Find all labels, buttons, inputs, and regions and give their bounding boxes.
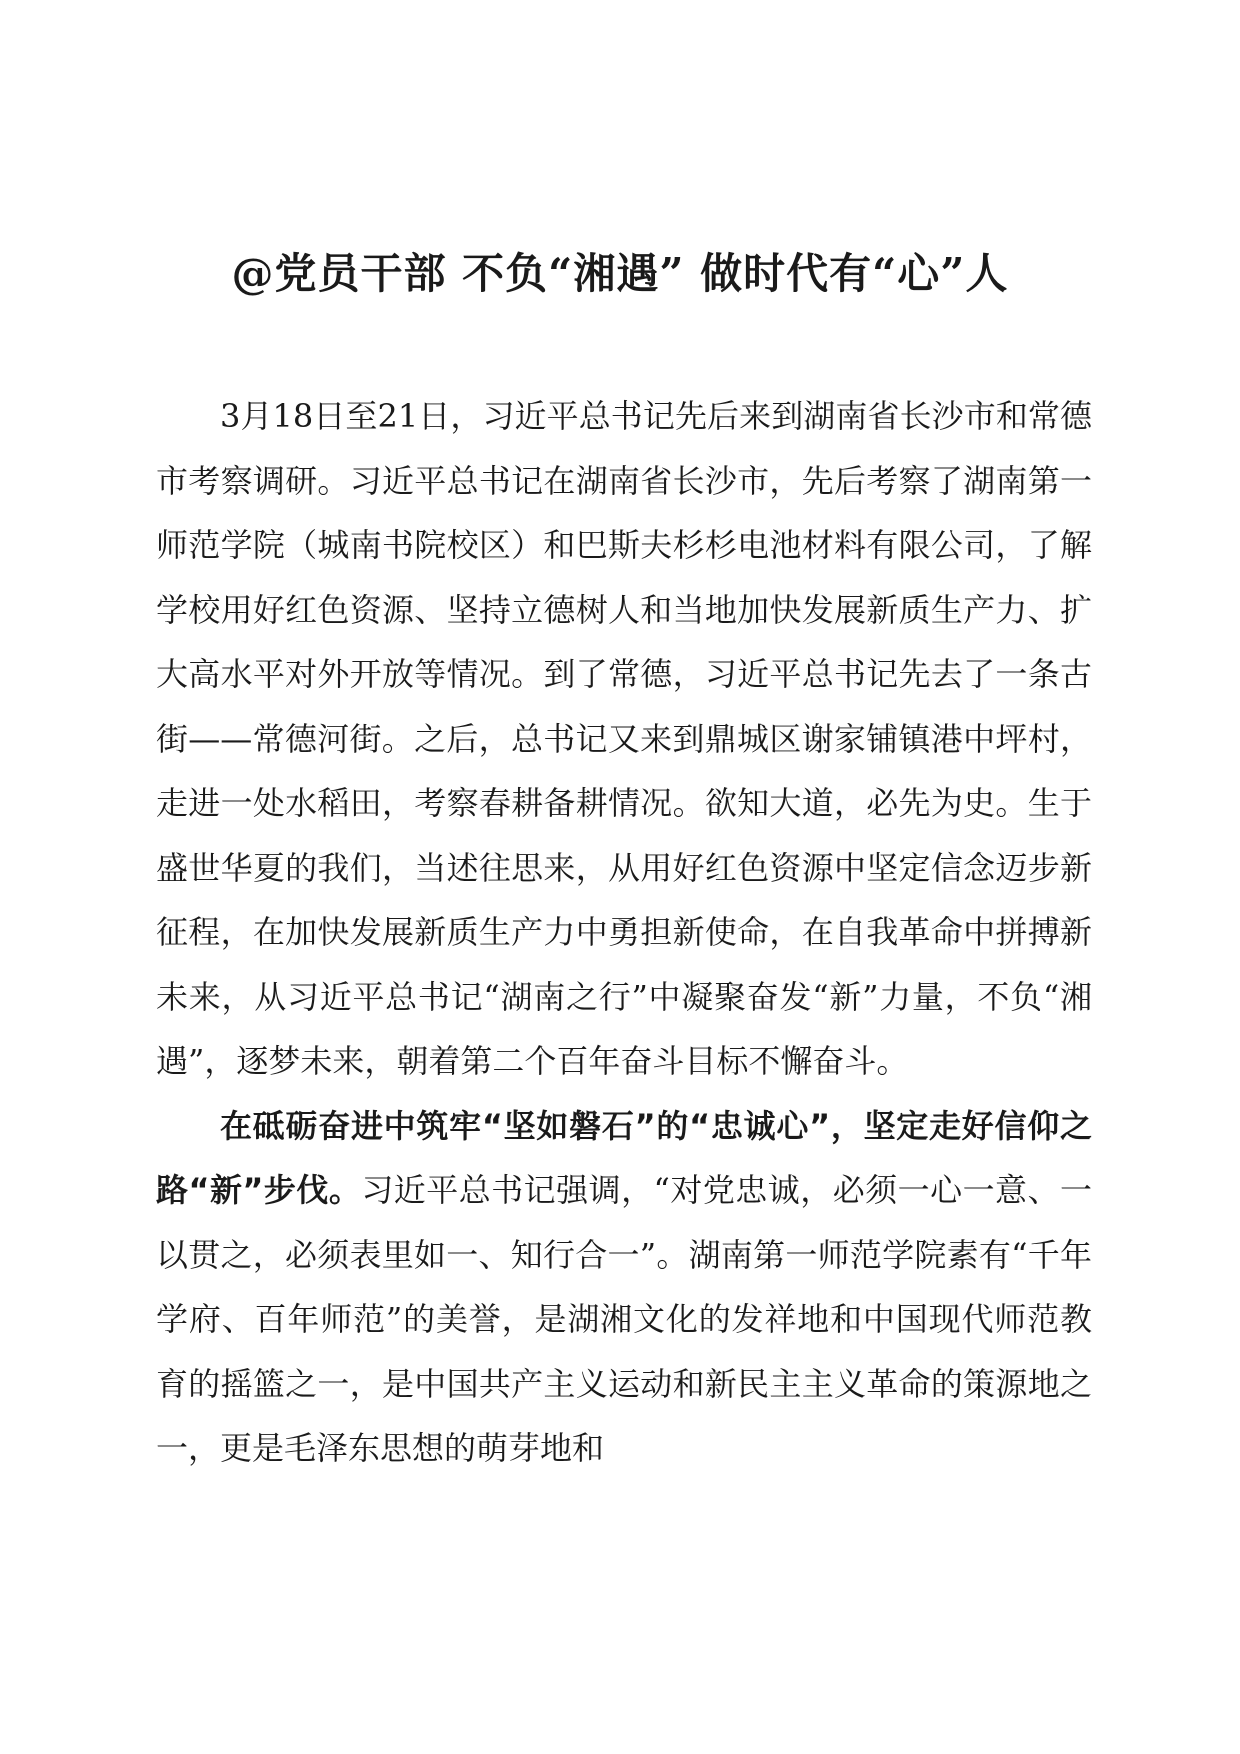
paragraph-text: 习近平总书记强调，“对党忠诚，必须一心一意、一以贯之，必须表里如一、知行合一”。湖南第一师范学院素有“千年学府、百年师范”的美誉，是湖湘文化的发祥地和中国现代师范教育的摇篮之一，是中国共产主义运动和新民主主义革命的策源地之一，更是毛泽东思想的萌芽地和 [156,1171,1092,1467]
document-title: @党员干部 不负“湘遇” 做时代有“心”人 [231,249,1009,298]
paragraph-loyalty [156,1094,1092,1481]
paragraph-lead-heading: 在砥砺奋进中筑牢“坚如磐石”的“忠诚心”，坚定走好信仰之路“新”步伐。 [156,1106,1092,1209]
paragraph-text: 3月18日至21日，习近平总书记先后来到湖南省长沙市和常德市考察调研。习近平总书记在湖南省长沙市，先后考察了湖南第一师范学院（城南书院校区）和巴斯夫杉杉电池材料有限公司，了解学校用好红色资源、坚持立德树人和当地加快发展新质生产力、扩大高水平对外开放等情况。到了常德，习近平总书记先去了一条古街——常德河街。之后，总书记又来到鼎城区谢家铺镇港中坪村，走进一处水稻田，考察春耕备耕情况。欲知大道，必先为史。生于盛世华夏的我们，当述往思来，从用好红色资源中坚定信念迈步新征程，在加快发展新质生产力中勇担新使命，在自我革命中拼搏新未来，从习近平总书记“湖南之行”中凝聚奋发“新”力量，不负“湘遇”，逐梦未来，朝着第二个百年奋斗目标不懈奋斗。 [156,397,1092,1080]
document-body [156,384,1092,1481]
paragraph-intro [156,384,1092,1094]
